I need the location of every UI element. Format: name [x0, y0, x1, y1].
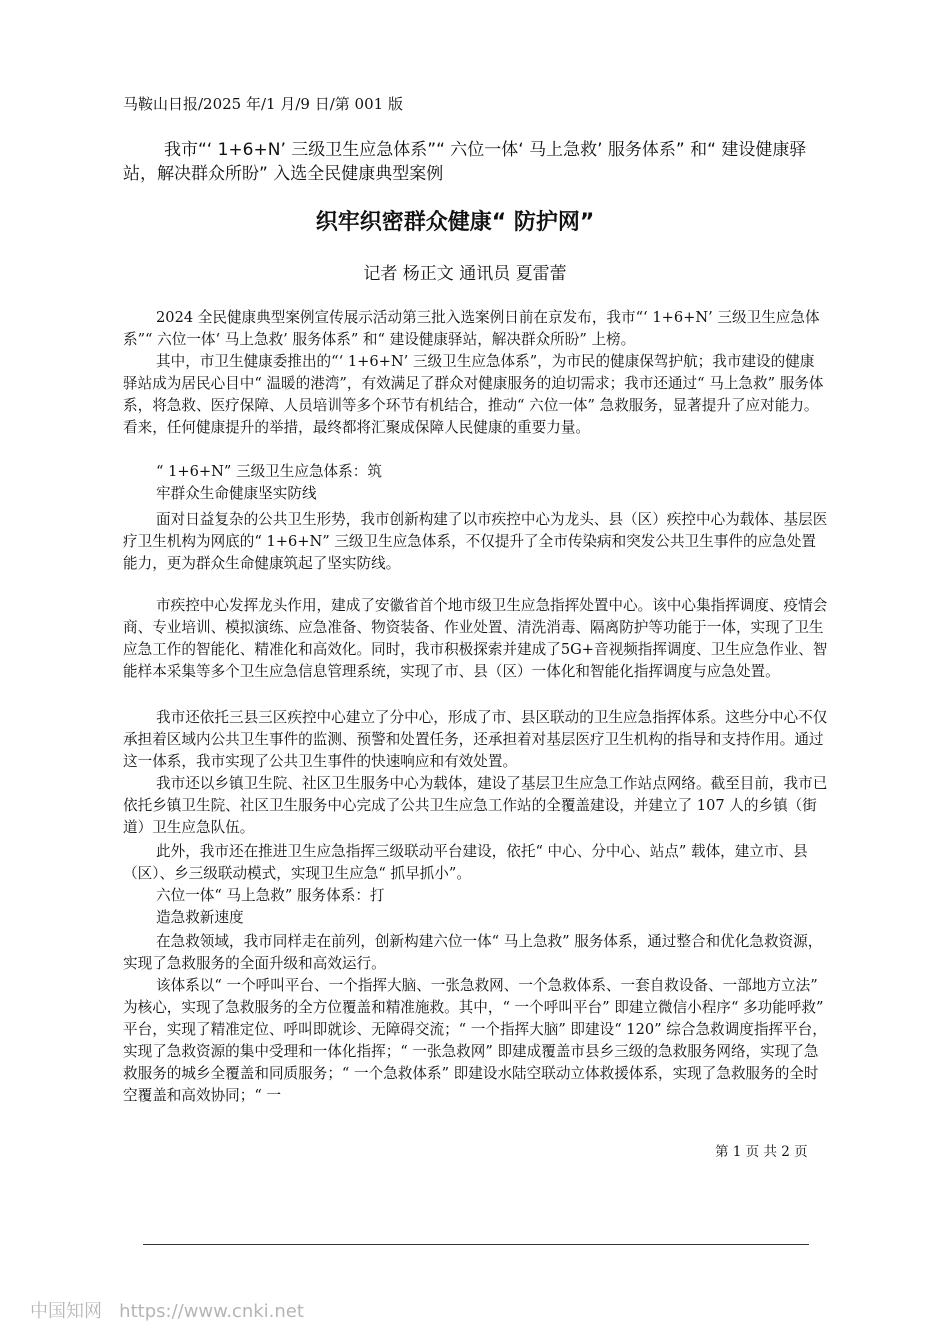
paragraph: 该体系以“ 一个呼叫平台、一个指挥大脑、一张急救网、一个急救体系、一套自救设备、一部地方立法” 为核心，实现了急救服务的全方位覆盖和精准施救。其中，“ 一个呼叫平台” 即建立微信小程序“ 多功能呼救” 平台，实现了精准定位、呼叫即就诊、无障碍交流；“ 一个指挥大脑” 即建设“ 120” 综合急救调度指挥平台，实现了急救资源的集中受理和一体化指挥；“ 一张急救网” 即建成覆盖市县乡三级的急救服务网络，实现了急救服务的城乡全覆盖和同质服务；“ 一个急救体系” 即建设水陆空联动立体救援体系，实现了急救服务的全时空覆盖和高效协同；“ 一	[123, 977, 827, 1104]
section-heading: 六位一体“ 马上急救” 服务体系：打	[156, 887, 385, 904]
paragraph: 我市还依托三县三区疾控中心建立了分中心，形成了市、县区联动的卫生应急指挥体系。这些分中心不仅承担着区域内公共卫生事件的监测、预警和处置任务，还承担着对基层医疗卫生机构的指导和支持作用。通过这一体系，我市实现了公共卫生事件的快速响应和有效处置。	[123, 709, 828, 770]
paragraph: 面对日益复杂的公共卫生形势，我市创新构建了以市疾控中心为龙头、县（区）疾控中心为载体、基层医疗卫生机构为网底的“ 1+6+N” 三级卫生应急体系，不仅提升了全市传染病和突发公共卫生事件的应急处置能力，更为群众生命健康筑起了坚实防线。	[123, 511, 828, 572]
paragraph: 市疾控中心发挥龙头作用，建成了安徽省首个地市级卫生应急指挥处置中心。该中心集指挥调度、疫情会商、专业培训、模拟演练、应急准备、物资装备、作业处置、清洗消毒、隔离防护等功能于一体，实现了卫生应急工作的智能化、精准化和高效化。同时，我市积极探索并建成了5G+音视频指挥调度、卫生应急作业、智能样本采集等多个卫生应急信息管理系统，实现了市、县（区）一体化和智能化指挥调度与应急处置。	[123, 597, 828, 680]
article-byline: 记者 杨正文 通讯员 夏雷蕾	[363, 264, 567, 284]
article-subtitle: 我市“‘ 1+6+N’ 三级卫生应急体系”“ 六位一体‘ 马上急救’ 服务体系” 和“ 建设健康驿站，解决群众所盼” 入选全民健康典型案例	[123, 140, 807, 184]
paragraph: 2024 全民健康典型案例宣传展示活动第三批入选案例日前在京发布，我市“‘ 1+6+N’ 三级卫生应急体系”“ 六位一体‘ 马上急救’ 服务体系” 和“ 建设健康驿站，解决群众所盼” 上榜。	[123, 309, 820, 348]
article-title: 织牢织密群众健康“ 防护网”	[315, 210, 595, 235]
source-line: 马鞍山日报/2025 年/1 月/9 日/第 001 版	[123, 95, 403, 113]
section-heading: 牢群众生命健康坚实防线	[156, 485, 317, 502]
paragraph: 在急救领域，我市同样走在前列，创新构建六位一体“ 马上急救” 服务体系，通过整合和优化急救资源，实现了急救服务的全面升级和高效运行。	[123, 933, 823, 972]
watermark-url: https://www.cnki.net	[119, 1301, 304, 1322]
watermark-brand: 中国知网	[30, 1301, 102, 1322]
section-heading: “ 1+6+N” 三级卫生应急体系：筑	[156, 463, 382, 480]
paragraph: 我市还以乡镇卫生院、社区卫生服务中心为载体，建设了基层卫生应急工作站点网络。截至目前，我市已依托乡镇卫生院、社区卫生服务中心完成了公共卫生应急工作站的全覆盖建设，并建立了 107 人的乡镇（街道）卫生应急队伍。	[123, 775, 828, 836]
section-heading: 造急救新速度	[156, 909, 244, 926]
paragraph: 此外，我市还在推进卫生应急指挥三级联动平台建设，依托“ 中心、分中心、站点” 载体，建立市、县（区）、乡三级联动模式，实现卫生应急“ 抓早抓小”。	[123, 843, 808, 882]
page-number: 第 1 页 共 2 页	[715, 1144, 808, 1160]
cnki-watermark	[30, 1297, 304, 1323]
footer-divider	[143, 1244, 809, 1245]
paragraph: 其中，市卫生健康委推出的“‘ 1+6+N’ 三级卫生应急体系”，为市民的健康保驾护航；我市建设的健康驿站成为居民心目中“ 温暖的港湾”，有效满足了群众对健康服务的迫切需求；我市还通过“ 马上急救” 服务体系，将急救、医疗保障、人员培训等多个环节有机结合，推动“ 六位一体” 急救服务，显著提升了应对能力。看来，任何健康提升的举措，最终都将汇聚成保障人民健康的重要力量。	[123, 353, 824, 436]
